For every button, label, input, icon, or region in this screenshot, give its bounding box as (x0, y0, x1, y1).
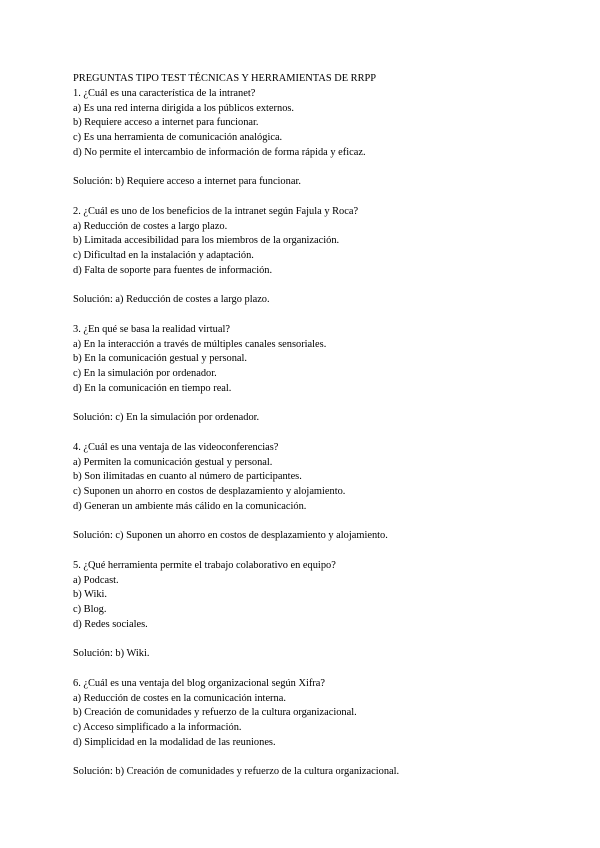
spacer (73, 544, 573, 559)
answer-option: c) Dificultad en la instalación y adaptación. (73, 250, 254, 261)
solution-text: Solución: c) En la simulación por ordenador. (73, 412, 260, 424)
answer-option: b) Requiere acceso a internet para funcionar. (73, 117, 259, 129)
answer-option: a) Reducción de costes en la comunicación interna. (73, 692, 286, 704)
answer-option: a) Reducción de costes a largo plazo. (73, 220, 228, 232)
spacer (73, 751, 573, 766)
answer-option: d) Falta de soporte para fuentes de información. (73, 264, 273, 276)
spacer (73, 279, 573, 294)
document-page (73, 72, 573, 780)
answer-option: c) En la simulación por ordenador. (73, 368, 217, 379)
answer-option: b) Limitada accesibilidad para los miembros de la organización. (73, 235, 340, 247)
answer-option: d) Generan un ambiente más cálido en la comunicación. (73, 500, 307, 512)
spacer (73, 633, 573, 648)
spacer (73, 308, 573, 323)
solution-text: Solución: b) Creación de comunidades y refuerzo de la cultura organizacional. (73, 766, 400, 778)
spacer (73, 190, 573, 205)
solution-text: Solución: b) Requiere acceso a internet para funcionar. (73, 176, 301, 188)
spacer (73, 161, 573, 176)
answer-option: c) Es una herramienta de comunicación analógica. (73, 132, 283, 143)
question-text: 1. ¿Cuál es una característica de la intranet? (73, 87, 256, 99)
answer-option: d) No permite el intercambio de información de forma rápida y eficaz. (73, 146, 366, 158)
question-text: 3. ¿En qué se basa la realidad virtual? (73, 323, 230, 335)
question-text: 6. ¿Cuál es una ventaja del blog organizacional según Xifra? (73, 677, 325, 689)
answer-option: a) Podcast. (73, 574, 119, 586)
answer-option: b) Wiki. (73, 589, 108, 601)
answer-option: a) Es una red interna dirigida a los públicos externos. (73, 102, 295, 114)
answer-option: a) En la interacción a través de múltiples canales sensoriales. (73, 338, 327, 350)
solution-text: Solución: c) Suponen un ahorro en costos de desplazamiento y alojamiento. (73, 530, 388, 542)
answer-option: b) Creación de comunidades y refuerzo de la cultura organizacional. (73, 707, 357, 719)
answer-option: c) Acceso simplificado a la información. (73, 722, 242, 733)
solution-text: Solución: a) Reducción de costes a largo plazo. (73, 294, 270, 306)
answer-option: d) Redes sociales. (73, 618, 148, 630)
answer-option: c) Blog. (73, 604, 107, 615)
spacer (73, 662, 573, 677)
solution-text: Solución: b) Wiki. (73, 648, 150, 660)
page-title: PREGUNTAS TIPO TEST TÉCNICAS Y HERRAMIENTAS DE RRPP (73, 73, 377, 84)
answer-option: c) Suponen un ahorro en costos de desplazamiento y alojamiento. (73, 486, 346, 497)
answer-option: d) En la comunicación en tiempo real. (73, 382, 232, 394)
question-text: 2. ¿Cuál es uno de los beneficios de la intranet según Fajula y Roca? (73, 205, 359, 217)
answer-option: a) Permiten la comunicación gestual y personal. (73, 456, 273, 468)
question-text: 4. ¿Cuál es una ventaja de las videoconferencias? (73, 441, 279, 453)
spacer (73, 397, 573, 412)
spacer (73, 515, 573, 530)
answer-option: d) Simplicidad en la modalidad de las reuniones. (73, 736, 276, 748)
answer-option: b) En la comunicación gestual y personal. (73, 353, 247, 365)
spacer (73, 426, 573, 441)
answer-option: b) Son ilimitadas en cuanto al número de participantes. (73, 471, 302, 483)
question-text: 5. ¿Qué herramienta permite el trabajo colaborativo en equipo? (73, 559, 336, 571)
